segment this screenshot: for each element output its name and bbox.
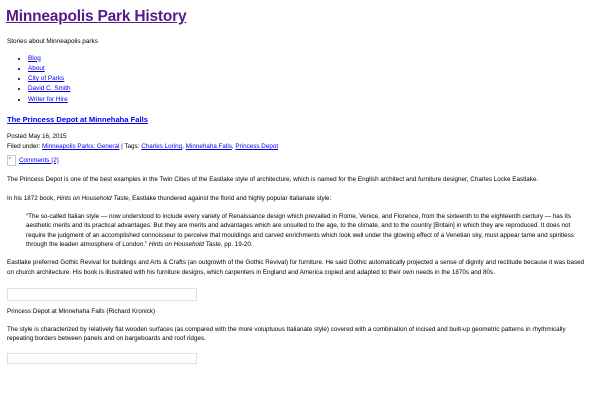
post-paragraph-1: The Princess Depot is one of the best examples in the Twin Cities of the Eastlake style of architecture, which is named for the English architect and furniture designer, Charles Locke Eastlake. [7,176,539,184]
post-title [7,115,594,124]
nav-link-writer-for-hire[interactable]: Writer for Hire [28,95,68,103]
post-blockquote [26,212,580,250]
quote-source-pages: , pp. 19-20. [220,240,253,248]
post-paragraph-4: The style is characterized by relatively flat wooden surfaces (as compared with the more voluptuous Italianate style) covered with a combination of incised and built-up geometric patterns in rhythmically repeating borders between panels and on bargeboards and roof ridges. [7,326,566,343]
paragraph-2-post: , Eastlake thundered against the florid and highly popular Italianate style: [128,194,332,202]
main-nav [4,55,594,105]
broken-image-icon [7,155,16,166]
post-paragraph-3: Eastlake preferred Gothic Revival for buildings and Arts & Crafts (an outgrowth of the Gothic Revival) for furniture. He said Gothic automatically projected a sense of dignity and rectitude because it was based on church architecture. His book is illustrated with his furniture designs, which carpenters in England and America copied and adapted to their own needs in the 1870s and 80s. [7,259,585,276]
post-taxonomy: Filed under: Minneapolis Parks: General | Tags: Charles Loring, Minnehaha Falls, Princess Depot [7,142,279,150]
post-meta [7,133,594,151]
post-image-2 [7,353,197,364]
tag-link-charles-loring[interactable]: Charles Loring [141,142,183,150]
post-image-1 [7,288,197,301]
filed-under-label: Filed under: [7,142,41,150]
nav-link-david-c-smith[interactable]: David C. Smith [28,85,71,93]
post-date: Posted May 16, 2015 [7,133,67,141]
tag-link-princess-depot[interactable]: Princess Depot [235,142,279,150]
site-title-link[interactable]: Minneapolis Park History [6,8,187,25]
post-paragraph-2 [7,194,591,203]
nav-link-blog[interactable]: Blog [28,54,41,62]
book-title-italic: Hints on Household Taste [56,194,129,202]
nav-item-about [28,65,594,74]
post-category-link[interactable]: Minneapolis Parks: General [42,142,120,150]
nav-item-writer-for-hire [28,96,594,105]
nav-item-blog [28,55,594,64]
comments-row[interactable] [7,155,594,166]
tag-link-minnehaha-falls[interactable]: Minnehaha Falls [185,142,232,150]
nav-item-city-of-parks [28,75,594,84]
comments-link[interactable]: Comments (2) [19,156,59,164]
nav-item-david-c-smith [28,85,594,94]
quote-text: “The so-called Italian style — now understood to include every variety of Renaissance design which prevailed in Rome, Venice, and Florence, from the sixteenth to the eighteenth century — has its aesthetic merits and its practical advantages. But they are merits and advantages which are unsuited to the age, to the climate, and to the country [Britain] in which they are reproduced. It does not require the judgment of an accomplished connoisseur to perceive that mouldings and carved enrichments which look well under the glowing effect of a Venetian sky, must appear tame and spiritless through the leaden atmosphere of London.” [26,212,574,248]
post-title-link[interactable]: The Princess Depot at Minnehaha Falls [7,115,148,125]
site-title [6,8,594,25]
meta-separator: | [121,142,123,150]
paragraph-2-pre: In his 1872 book, [7,194,57,202]
tags-label: Tags: [124,142,140,150]
post-image-1-caption: Princess Depot at Minnehaha Falls (Richard Kronick) [7,307,156,315]
nav-link-city-of-parks[interactable]: City of Parks [28,75,65,83]
quote-source-italic: Hints on Household Taste [148,240,221,248]
site-tagline: Stories about Minneapolis parks [7,38,98,46]
nav-link-about[interactable]: About [28,64,45,72]
